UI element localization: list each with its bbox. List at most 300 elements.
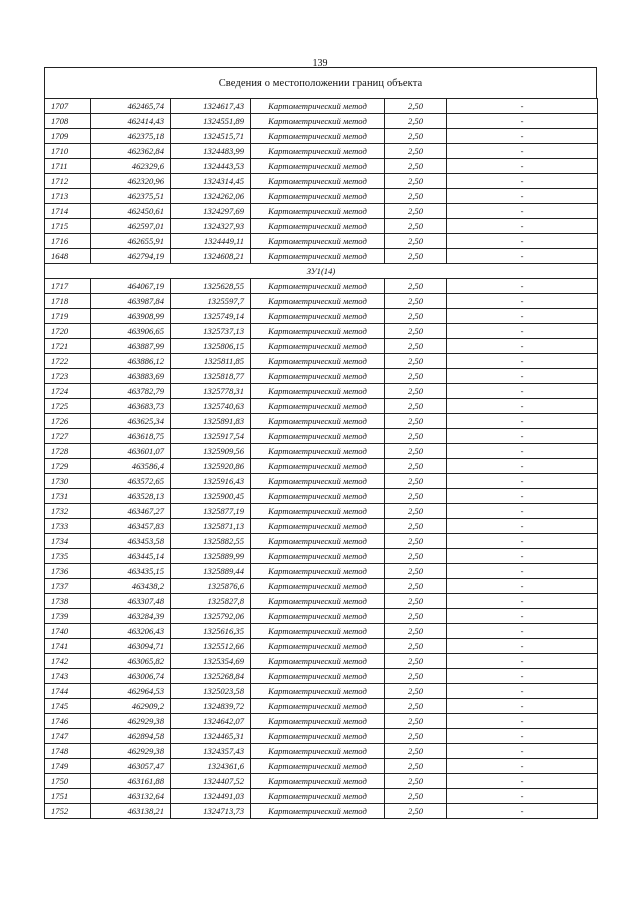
x-coordinate-cell: 462375,51 bbox=[91, 189, 171, 204]
table-row bbox=[45, 579, 598, 594]
accuracy-cell: 2,50 bbox=[385, 159, 447, 174]
x-coordinate-cell: 463206,43 bbox=[91, 624, 171, 639]
note-cell: - bbox=[447, 444, 598, 459]
point-number-cell: 1748 bbox=[45, 744, 91, 759]
y-coordinate-cell: 1325889,44 bbox=[171, 564, 251, 579]
point-number-cell: 1735 bbox=[45, 549, 91, 564]
y-coordinate-cell: 1325916,43 bbox=[171, 474, 251, 489]
point-number-cell: 1717 bbox=[45, 279, 91, 294]
table-row bbox=[45, 804, 598, 819]
y-coordinate-cell: 1325737,13 bbox=[171, 324, 251, 339]
accuracy-cell: 2,50 bbox=[385, 669, 447, 684]
x-coordinate-cell: 463284,39 bbox=[91, 609, 171, 624]
y-coordinate-cell: 1324491,03 bbox=[171, 789, 251, 804]
y-coordinate-cell: 1325628,55 bbox=[171, 279, 251, 294]
method-cell: Картометрический метод bbox=[251, 189, 385, 204]
point-number-cell: 1749 bbox=[45, 759, 91, 774]
y-coordinate-cell: 1324443,53 bbox=[171, 159, 251, 174]
note-cell: - bbox=[447, 624, 598, 639]
method-cell: Картометрический метод bbox=[251, 474, 385, 489]
table-row bbox=[45, 189, 598, 204]
point-number-cell: 1729 bbox=[45, 459, 91, 474]
y-coordinate-cell: 1324407,52 bbox=[171, 774, 251, 789]
x-coordinate-cell: 462450,61 bbox=[91, 204, 171, 219]
table-row bbox=[45, 204, 598, 219]
table-body-part1 bbox=[45, 99, 598, 264]
point-number-cell: 1744 bbox=[45, 684, 91, 699]
accuracy-cell: 2,50 bbox=[385, 534, 447, 549]
y-coordinate-cell: 1325512,66 bbox=[171, 639, 251, 654]
method-cell: Картометрический метод bbox=[251, 459, 385, 474]
accuracy-cell: 2,50 bbox=[385, 339, 447, 354]
table-row bbox=[45, 399, 598, 414]
method-cell: Картометрический метод bbox=[251, 324, 385, 339]
accuracy-cell: 2,50 bbox=[385, 384, 447, 399]
table-row bbox=[45, 159, 598, 174]
accuracy-cell: 2,50 bbox=[385, 714, 447, 729]
table-row bbox=[45, 609, 598, 624]
point-number-cell: 1728 bbox=[45, 444, 91, 459]
table-row bbox=[45, 534, 598, 549]
table-row bbox=[45, 144, 598, 159]
accuracy-cell: 2,50 bbox=[385, 144, 447, 159]
point-number-cell: 1710 bbox=[45, 144, 91, 159]
y-coordinate-cell: 1324617,43 bbox=[171, 99, 251, 114]
accuracy-cell: 2,50 bbox=[385, 309, 447, 324]
x-coordinate-cell: 463886,12 bbox=[91, 354, 171, 369]
x-coordinate-cell: 462414,43 bbox=[91, 114, 171, 129]
table-row bbox=[45, 729, 598, 744]
y-coordinate-cell: 1325891,83 bbox=[171, 414, 251, 429]
note-cell: - bbox=[447, 804, 598, 819]
method-cell: Картометрический метод bbox=[251, 279, 385, 294]
table-row bbox=[45, 249, 598, 264]
note-cell: - bbox=[447, 324, 598, 339]
accuracy-cell: 2,50 bbox=[385, 249, 447, 264]
boundary-sheet bbox=[44, 67, 597, 819]
accuracy-cell: 2,50 bbox=[385, 639, 447, 654]
x-coordinate-cell: 462597,01 bbox=[91, 219, 171, 234]
x-coordinate-cell: 464067,19 bbox=[91, 279, 171, 294]
y-coordinate-cell: 1325354,69 bbox=[171, 654, 251, 669]
accuracy-cell: 2,50 bbox=[385, 324, 447, 339]
accuracy-cell: 2,50 bbox=[385, 399, 447, 414]
table-title: Сведения о местоположении границ объекта bbox=[44, 67, 597, 98]
y-coordinate-cell: 1324297,69 bbox=[171, 204, 251, 219]
accuracy-cell: 2,50 bbox=[385, 654, 447, 669]
y-coordinate-cell: 1324262,06 bbox=[171, 189, 251, 204]
method-cell: Картометрический метод bbox=[251, 144, 385, 159]
method-cell: Картометрический метод bbox=[251, 429, 385, 444]
table-row bbox=[45, 474, 598, 489]
section-label: ЗУ1(14) bbox=[45, 264, 598, 279]
y-coordinate-cell: 1325792,06 bbox=[171, 609, 251, 624]
method-cell: Картометрический метод bbox=[251, 564, 385, 579]
accuracy-cell: 2,50 bbox=[385, 354, 447, 369]
method-cell: Картометрический метод bbox=[251, 669, 385, 684]
x-coordinate-cell: 463887,99 bbox=[91, 339, 171, 354]
x-coordinate-cell: 463987,84 bbox=[91, 294, 171, 309]
method-cell: Картометрический метод bbox=[251, 654, 385, 669]
y-coordinate-cell: 1324357,43 bbox=[171, 744, 251, 759]
table-row bbox=[45, 714, 598, 729]
x-coordinate-cell: 463138,21 bbox=[91, 804, 171, 819]
point-number-cell: 1745 bbox=[45, 699, 91, 714]
y-coordinate-cell: 1324515,71 bbox=[171, 129, 251, 144]
point-number-cell: 1730 bbox=[45, 474, 91, 489]
table-row bbox=[45, 354, 598, 369]
note-cell: - bbox=[447, 354, 598, 369]
method-cell: Картометрический метод bbox=[251, 579, 385, 594]
table-row bbox=[45, 774, 598, 789]
x-coordinate-cell: 463435,15 bbox=[91, 564, 171, 579]
x-coordinate-cell: 462794,19 bbox=[91, 249, 171, 264]
point-number-cell: 1742 bbox=[45, 654, 91, 669]
method-cell: Картометрический метод bbox=[251, 249, 385, 264]
y-coordinate-cell: 1324449,11 bbox=[171, 234, 251, 249]
table-row bbox=[45, 444, 598, 459]
table-row bbox=[45, 174, 598, 189]
method-cell: Картометрический метод bbox=[251, 204, 385, 219]
accuracy-cell: 2,50 bbox=[385, 564, 447, 579]
x-coordinate-cell: 462362,84 bbox=[91, 144, 171, 159]
table-row bbox=[45, 279, 598, 294]
accuracy-cell: 2,50 bbox=[385, 699, 447, 714]
x-coordinate-cell: 462465,74 bbox=[91, 99, 171, 114]
x-coordinate-cell: 463132,64 bbox=[91, 789, 171, 804]
y-coordinate-cell: 1324839,72 bbox=[171, 699, 251, 714]
table-row bbox=[45, 324, 598, 339]
note-cell: - bbox=[447, 759, 598, 774]
table-row bbox=[45, 684, 598, 699]
method-cell: Картометрический метод bbox=[251, 489, 385, 504]
method-cell: Картометрический метод bbox=[251, 339, 385, 354]
x-coordinate-cell: 462320,96 bbox=[91, 174, 171, 189]
y-coordinate-cell: 1324642,07 bbox=[171, 714, 251, 729]
point-number-cell: 1740 bbox=[45, 624, 91, 639]
note-cell: - bbox=[447, 129, 598, 144]
table-row bbox=[45, 519, 598, 534]
point-number-cell: 1724 bbox=[45, 384, 91, 399]
y-coordinate-cell: 1324483,99 bbox=[171, 144, 251, 159]
point-number-cell: 1721 bbox=[45, 339, 91, 354]
method-cell: Картометрический метод bbox=[251, 504, 385, 519]
x-coordinate-cell: 463457,83 bbox=[91, 519, 171, 534]
y-coordinate-cell: 1324465,31 bbox=[171, 729, 251, 744]
table-row bbox=[45, 114, 598, 129]
accuracy-cell: 2,50 bbox=[385, 204, 447, 219]
table-row bbox=[45, 339, 598, 354]
x-coordinate-cell: 463161,88 bbox=[91, 774, 171, 789]
table-row bbox=[45, 369, 598, 384]
table-row bbox=[45, 489, 598, 504]
accuracy-cell: 2,50 bbox=[385, 624, 447, 639]
method-cell: Картометрический метод bbox=[251, 354, 385, 369]
note-cell: - bbox=[447, 789, 598, 804]
section-row bbox=[45, 264, 598, 279]
y-coordinate-cell: 1325597,7 bbox=[171, 294, 251, 309]
method-cell: Картометрический метод bbox=[251, 594, 385, 609]
point-number-cell: 1739 bbox=[45, 609, 91, 624]
x-coordinate-cell: 463906,65 bbox=[91, 324, 171, 339]
point-number-cell: 1752 bbox=[45, 804, 91, 819]
note-cell: - bbox=[447, 219, 598, 234]
point-number-cell: 1727 bbox=[45, 429, 91, 444]
y-coordinate-cell: 1325871,13 bbox=[171, 519, 251, 534]
point-number-cell: 1719 bbox=[45, 309, 91, 324]
x-coordinate-cell: 463908,99 bbox=[91, 309, 171, 324]
note-cell: - bbox=[447, 744, 598, 759]
y-coordinate-cell: 1325749,14 bbox=[171, 309, 251, 324]
method-cell: Картометрический метод bbox=[251, 744, 385, 759]
method-cell: Картометрический метод bbox=[251, 159, 385, 174]
table-row bbox=[45, 384, 598, 399]
y-coordinate-cell: 1325778,31 bbox=[171, 384, 251, 399]
point-number-cell: 1750 bbox=[45, 774, 91, 789]
method-cell: Картометрический метод bbox=[251, 384, 385, 399]
table-row bbox=[45, 639, 598, 654]
note-cell: - bbox=[447, 234, 598, 249]
accuracy-cell: 2,50 bbox=[385, 114, 447, 129]
y-coordinate-cell: 1324361,6 bbox=[171, 759, 251, 774]
y-coordinate-cell: 1325920,86 bbox=[171, 459, 251, 474]
accuracy-cell: 2,50 bbox=[385, 474, 447, 489]
accuracy-cell: 2,50 bbox=[385, 729, 447, 744]
method-cell: Картометрический метод bbox=[251, 789, 385, 804]
note-cell: - bbox=[447, 99, 598, 114]
table-row bbox=[45, 699, 598, 714]
x-coordinate-cell: 463572,65 bbox=[91, 474, 171, 489]
y-coordinate-cell: 1325806,15 bbox=[171, 339, 251, 354]
accuracy-cell: 2,50 bbox=[385, 174, 447, 189]
note-cell: - bbox=[447, 579, 598, 594]
y-coordinate-cell: 1325882,55 bbox=[171, 534, 251, 549]
method-cell: Картометрический метод bbox=[251, 714, 385, 729]
point-number-cell: 1713 bbox=[45, 189, 91, 204]
x-coordinate-cell: 462909,2 bbox=[91, 699, 171, 714]
y-coordinate-cell: 1325268,84 bbox=[171, 669, 251, 684]
point-number-cell: 1743 bbox=[45, 669, 91, 684]
note-cell: - bbox=[447, 294, 598, 309]
method-cell: Картометрический метод bbox=[251, 699, 385, 714]
note-cell: - bbox=[447, 639, 598, 654]
table-row bbox=[45, 219, 598, 234]
method-cell: Картометрический метод bbox=[251, 729, 385, 744]
x-coordinate-cell: 463586,4 bbox=[91, 459, 171, 474]
accuracy-cell: 2,50 bbox=[385, 369, 447, 384]
x-coordinate-cell: 463601,07 bbox=[91, 444, 171, 459]
note-cell: - bbox=[447, 204, 598, 219]
table-row bbox=[45, 294, 598, 309]
x-coordinate-cell: 463883,69 bbox=[91, 369, 171, 384]
y-coordinate-cell: 1325616,35 bbox=[171, 624, 251, 639]
method-cell: Картометрический метод bbox=[251, 444, 385, 459]
note-cell: - bbox=[447, 534, 598, 549]
y-coordinate-cell: 1325917,54 bbox=[171, 429, 251, 444]
method-cell: Картометрический метод bbox=[251, 129, 385, 144]
x-coordinate-cell: 463683,73 bbox=[91, 399, 171, 414]
point-number-cell: 1720 bbox=[45, 324, 91, 339]
point-number-cell: 1736 bbox=[45, 564, 91, 579]
table-section-header bbox=[45, 264, 598, 279]
point-number-cell: 1726 bbox=[45, 414, 91, 429]
x-coordinate-cell: 463094,71 bbox=[91, 639, 171, 654]
point-number-cell: 1741 bbox=[45, 639, 91, 654]
x-coordinate-cell: 463438,2 bbox=[91, 579, 171, 594]
table-row bbox=[45, 99, 598, 114]
point-number-cell: 1746 bbox=[45, 714, 91, 729]
point-number-cell: 1725 bbox=[45, 399, 91, 414]
method-cell: Картометрический метод bbox=[251, 534, 385, 549]
point-number-cell: 1711 bbox=[45, 159, 91, 174]
point-number-cell: 1716 bbox=[45, 234, 91, 249]
note-cell: - bbox=[447, 459, 598, 474]
y-coordinate-cell: 1324608,21 bbox=[171, 249, 251, 264]
method-cell: Картометрический метод bbox=[251, 294, 385, 309]
table-row bbox=[45, 429, 598, 444]
note-cell: - bbox=[447, 564, 598, 579]
y-coordinate-cell: 1325900,45 bbox=[171, 489, 251, 504]
note-cell: - bbox=[447, 384, 598, 399]
accuracy-cell: 2,50 bbox=[385, 459, 447, 474]
note-cell: - bbox=[447, 654, 598, 669]
method-cell: Картометрический метод bbox=[251, 219, 385, 234]
y-coordinate-cell: 1325827,8 bbox=[171, 594, 251, 609]
point-number-cell: 1747 bbox=[45, 729, 91, 744]
accuracy-cell: 2,50 bbox=[385, 219, 447, 234]
note-cell: - bbox=[447, 414, 598, 429]
y-coordinate-cell: 1325740,63 bbox=[171, 399, 251, 414]
table-row bbox=[45, 594, 598, 609]
method-cell: Картометрический метод bbox=[251, 369, 385, 384]
point-number-cell: 1718 bbox=[45, 294, 91, 309]
x-coordinate-cell: 463006,74 bbox=[91, 669, 171, 684]
point-number-cell: 1733 bbox=[45, 519, 91, 534]
point-number-cell: 1737 bbox=[45, 579, 91, 594]
x-coordinate-cell: 463625,34 bbox=[91, 414, 171, 429]
note-cell: - bbox=[447, 159, 598, 174]
accuracy-cell: 2,50 bbox=[385, 234, 447, 249]
point-number-cell: 1751 bbox=[45, 789, 91, 804]
accuracy-cell: 2,50 bbox=[385, 549, 447, 564]
point-number-cell: 1722 bbox=[45, 354, 91, 369]
table-row bbox=[45, 669, 598, 684]
accuracy-cell: 2,50 bbox=[385, 789, 447, 804]
table-row bbox=[45, 459, 598, 474]
x-coordinate-cell: 463453,58 bbox=[91, 534, 171, 549]
method-cell: Картометрический метод bbox=[251, 609, 385, 624]
y-coordinate-cell: 1324551,89 bbox=[171, 114, 251, 129]
table-row bbox=[45, 309, 598, 324]
accuracy-cell: 2,50 bbox=[385, 294, 447, 309]
y-coordinate-cell: 1325818,77 bbox=[171, 369, 251, 384]
point-number-cell: 1648 bbox=[45, 249, 91, 264]
point-number-cell: 1708 bbox=[45, 114, 91, 129]
table-row bbox=[45, 654, 598, 669]
y-coordinate-cell: 1325811,85 bbox=[171, 354, 251, 369]
method-cell: Картометрический метод bbox=[251, 774, 385, 789]
accuracy-cell: 2,50 bbox=[385, 684, 447, 699]
accuracy-cell: 2,50 bbox=[385, 744, 447, 759]
page-number: 139 bbox=[312, 58, 328, 69]
note-cell: - bbox=[447, 699, 598, 714]
y-coordinate-cell: 1324314,45 bbox=[171, 174, 251, 189]
note-cell: - bbox=[447, 549, 598, 564]
note-cell: - bbox=[447, 189, 598, 204]
note-cell: - bbox=[447, 714, 598, 729]
table-row bbox=[45, 564, 598, 579]
y-coordinate-cell: 1325909,56 bbox=[171, 444, 251, 459]
table-row bbox=[45, 624, 598, 639]
note-cell: - bbox=[447, 489, 598, 504]
accuracy-cell: 2,50 bbox=[385, 519, 447, 534]
note-cell: - bbox=[447, 309, 598, 324]
point-number-cell: 1731 bbox=[45, 489, 91, 504]
y-coordinate-cell: 1325877,19 bbox=[171, 504, 251, 519]
x-coordinate-cell: 462375,18 bbox=[91, 129, 171, 144]
table-row bbox=[45, 504, 598, 519]
note-cell: - bbox=[447, 399, 598, 414]
note-cell: - bbox=[447, 279, 598, 294]
method-cell: Картометрический метод bbox=[251, 174, 385, 189]
accuracy-cell: 2,50 bbox=[385, 444, 447, 459]
point-number-cell: 1707 bbox=[45, 99, 91, 114]
table-row bbox=[45, 549, 598, 564]
note-cell: - bbox=[447, 504, 598, 519]
table-row bbox=[45, 759, 598, 774]
table-row bbox=[45, 234, 598, 249]
note-cell: - bbox=[447, 114, 598, 129]
x-coordinate-cell: 463065,82 bbox=[91, 654, 171, 669]
boundary-points-table bbox=[44, 98, 598, 819]
note-cell: - bbox=[447, 519, 598, 534]
accuracy-cell: 2,50 bbox=[385, 579, 447, 594]
x-coordinate-cell: 462329,6 bbox=[91, 159, 171, 174]
table-row bbox=[45, 414, 598, 429]
x-coordinate-cell: 463782,79 bbox=[91, 384, 171, 399]
y-coordinate-cell: 1325023,58 bbox=[171, 684, 251, 699]
point-number-cell: 1732 bbox=[45, 504, 91, 519]
point-number-cell: 1714 bbox=[45, 204, 91, 219]
x-coordinate-cell: 462964,53 bbox=[91, 684, 171, 699]
accuracy-cell: 2,50 bbox=[385, 609, 447, 624]
method-cell: Картометрический метод bbox=[251, 549, 385, 564]
point-number-cell: 1709 bbox=[45, 129, 91, 144]
point-number-cell: 1712 bbox=[45, 174, 91, 189]
x-coordinate-cell: 463445,14 bbox=[91, 549, 171, 564]
point-number-cell: 1738 bbox=[45, 594, 91, 609]
method-cell: Картометрический метод bbox=[251, 759, 385, 774]
note-cell: - bbox=[447, 339, 598, 354]
accuracy-cell: 2,50 bbox=[385, 774, 447, 789]
method-cell: Картометрический метод bbox=[251, 804, 385, 819]
accuracy-cell: 2,50 bbox=[385, 804, 447, 819]
accuracy-cell: 2,50 bbox=[385, 414, 447, 429]
note-cell: - bbox=[447, 729, 598, 744]
x-coordinate-cell: 463528,13 bbox=[91, 489, 171, 504]
note-cell: - bbox=[447, 609, 598, 624]
accuracy-cell: 2,50 bbox=[385, 489, 447, 504]
accuracy-cell: 2,50 bbox=[385, 279, 447, 294]
method-cell: Картометрический метод bbox=[251, 399, 385, 414]
accuracy-cell: 2,50 bbox=[385, 99, 447, 114]
note-cell: - bbox=[447, 174, 598, 189]
method-cell: Картометрический метод bbox=[251, 99, 385, 114]
table-row bbox=[45, 789, 598, 804]
point-number-cell: 1734 bbox=[45, 534, 91, 549]
x-coordinate-cell: 462929,38 bbox=[91, 714, 171, 729]
method-cell: Картометрический метод bbox=[251, 519, 385, 534]
